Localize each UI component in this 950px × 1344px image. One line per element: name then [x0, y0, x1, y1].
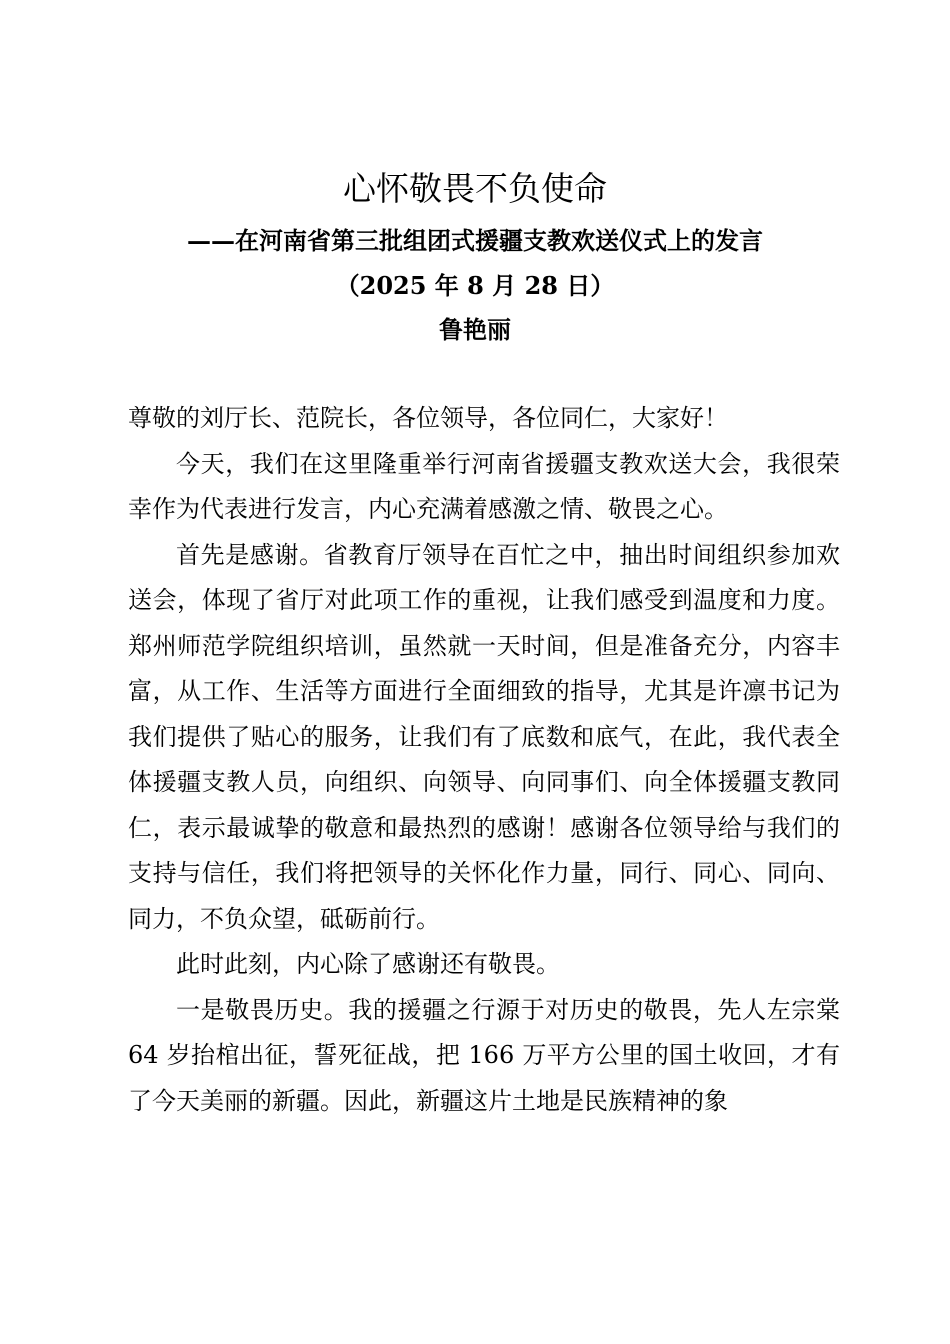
paragraph: 首先是感谢。省教育厅领导在百忙之中，抽出时间组织参加欢送会，体现了省厅对此项工作的重视，让我们感受到温度和力度。郑州师范学院组织培训，虽然就一天时间，但是准备充分，内容丰富，从工作、生活等方面进行全面细致的指导，尤其是许凛书记为我们提供了贴心的服务，让我们有了底数和底气，在此，我代表全体援疆支教人员，向组织、向领导、向同事们、向全体援疆支教同仁，表示最诚挚的敬意和最热烈的感谢！感谢各位领导给与我们的支持与信任，我们将把领导的关怀化作力量，同行、同心、同向、同力，不负众望，砥砺前行。: [128, 540, 840, 933]
speech-date: （2025 年 8 月 28 日）: [335, 271, 615, 300]
speech-body: [128, 396, 840, 1124]
paragraph: 此时此刻，内心除了感谢还有敬畏。: [176, 950, 560, 978]
speech-title: 心怀敬畏不负使命: [343, 169, 607, 208]
paragraph: 一是敬畏历史。我的援疆之行源于对历史的敬畏，先人左宗棠 64 岁抬棺出征，誓死征战，把 166 万平方公里的国土收回，才有了今天美丽的新疆。因此，新疆这片土地是民族精神的象: [128, 995, 840, 1115]
speech-subtitle: ——在河南省第三批组团式援疆支教欢送仪式上的发言: [187, 226, 763, 255]
salutation: 尊敬的刘厅长、范院长，各位领导，各位同仁，大家好！: [128, 404, 728, 432]
paragraph: 今天，我们在这里隆重举行河南省援疆支教欢送大会，我很荣幸作为代表进行发言，内心充满着感激之情、敬畏之心。: [128, 449, 840, 523]
speech-author: 鲁艳丽: [439, 315, 511, 344]
